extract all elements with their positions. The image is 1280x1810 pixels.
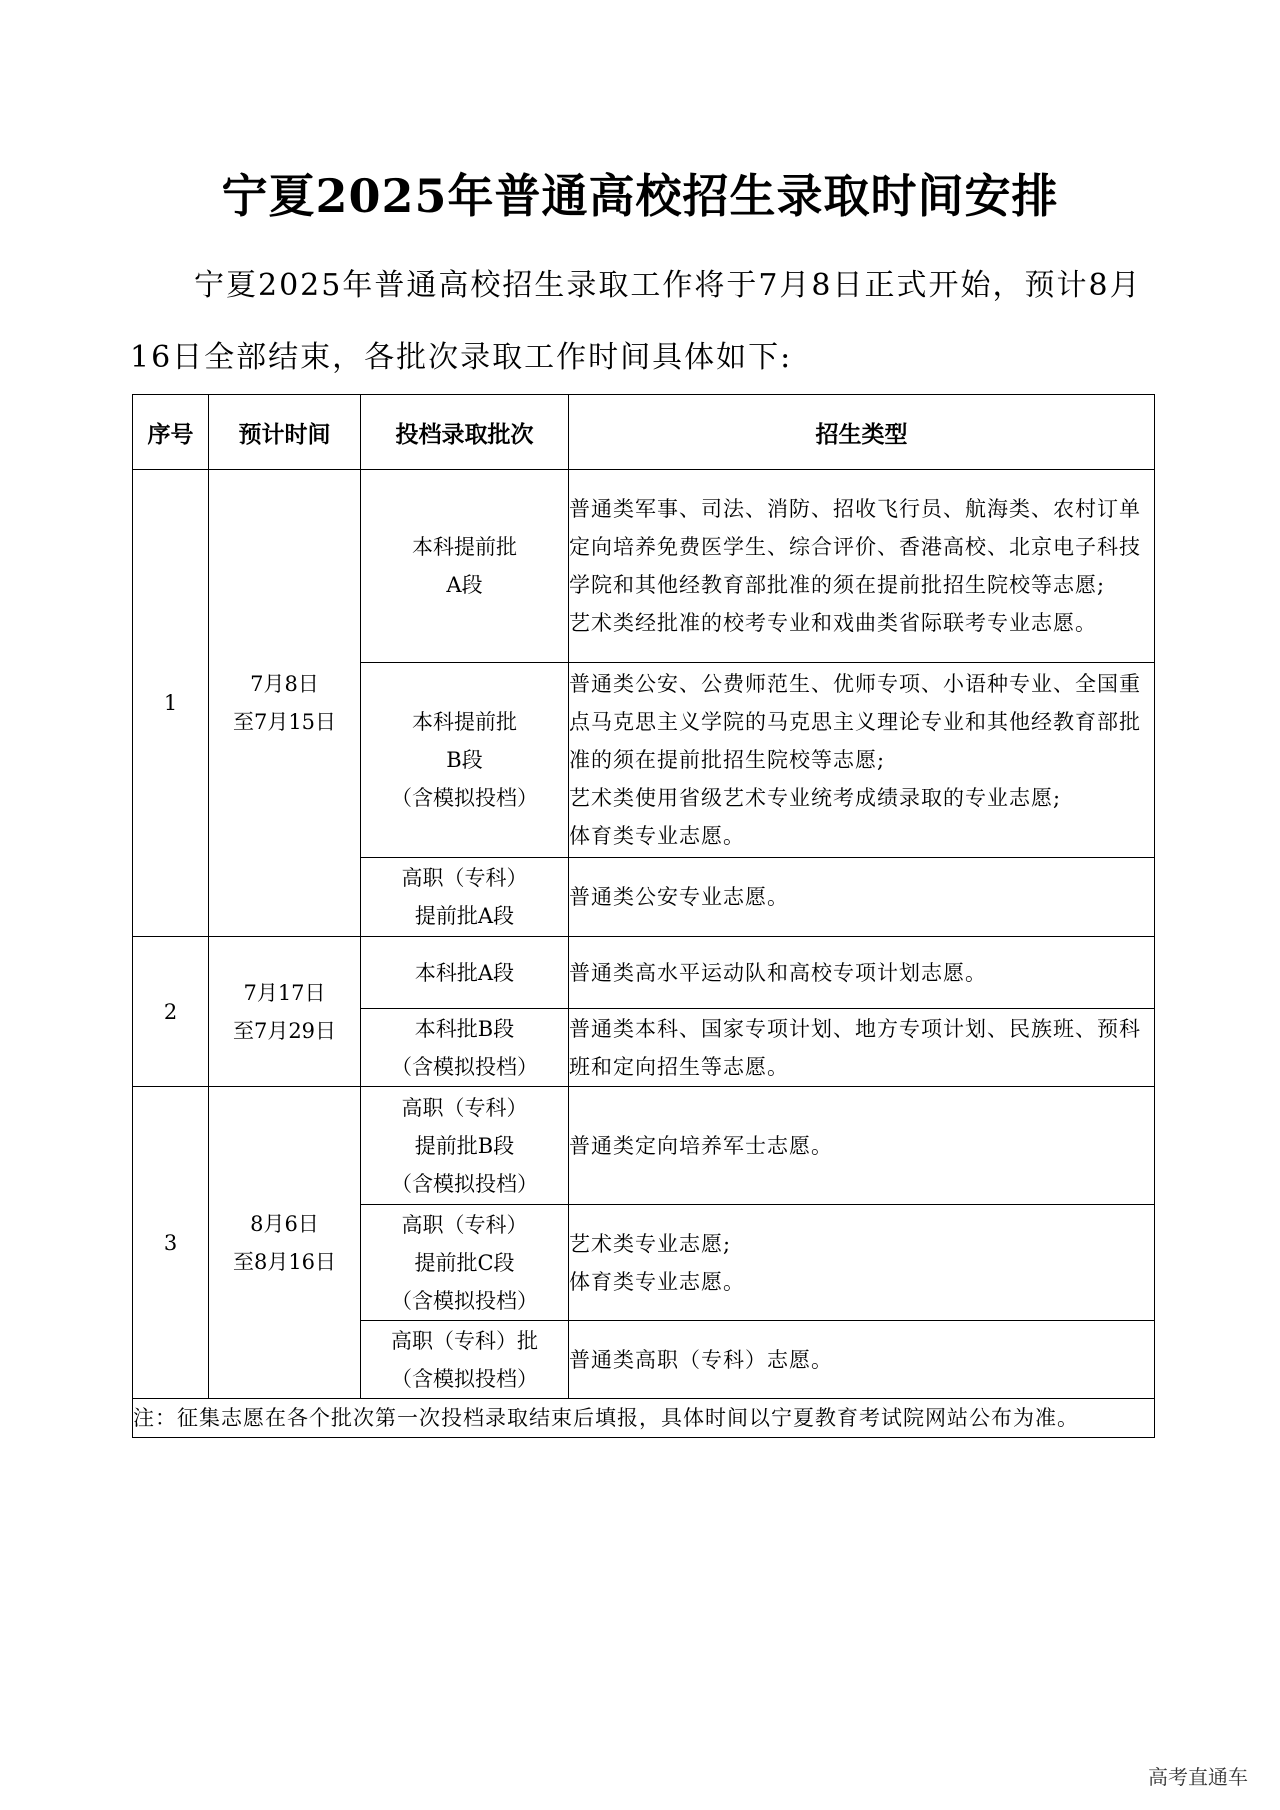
batch-line: 高职（专科） — [401, 1212, 528, 1237]
batch-cell — [361, 663, 569, 858]
types-cell — [569, 1087, 1155, 1205]
batch-line: 提前批C段 — [414, 1250, 515, 1275]
batch-cell — [361, 1087, 569, 1205]
table-row — [133, 937, 1155, 1009]
types-cell — [569, 858, 1155, 937]
batch-line: A段 — [446, 573, 483, 597]
batch-line: B段 — [446, 748, 483, 772]
batch-cell — [361, 1321, 569, 1399]
batch-line: （含模拟投档） — [391, 1288, 538, 1313]
table-row — [133, 1087, 1155, 1205]
type-line: 普通类高水平运动队和高校专项计划志愿。 — [569, 960, 987, 985]
batch-line: 本科提前批 — [412, 710, 517, 734]
batch-cell — [361, 470, 569, 663]
types-cell — [569, 1321, 1155, 1399]
group-time — [209, 1087, 361, 1399]
time-start: 7月8日 — [250, 672, 319, 696]
batch-cell — [361, 937, 569, 1009]
group-time — [209, 937, 361, 1087]
batch-line: （含模拟投档） — [391, 1171, 538, 1196]
batch-line: 本科提前批 — [412, 535, 517, 559]
type-line: 艺术类专业志愿; — [569, 1231, 732, 1256]
types-cell — [569, 470, 1155, 663]
header-time: 预计时间 — [209, 395, 361, 470]
batch-cell — [361, 858, 569, 937]
group-no: 2 — [133, 937, 209, 1087]
type-line: 体育类专业志愿。 — [569, 824, 745, 848]
batch-line: 本科批B段 — [414, 1016, 515, 1041]
header-batch: 投档录取批次 — [361, 395, 569, 470]
type-line: 普通类公安专业志愿。 — [569, 885, 789, 909]
admission-schedule-table — [132, 394, 1155, 1438]
header-no: 序号 — [133, 395, 209, 470]
table-row — [133, 470, 1155, 663]
types-cell — [569, 663, 1155, 858]
group-no: 3 — [133, 1087, 209, 1399]
type-line: 体育类专业志愿。 — [569, 1269, 745, 1294]
time-end: 至7月29日 — [232, 1018, 337, 1043]
batch-line: 高职（专科）批 — [391, 1328, 538, 1353]
batch-line: （含模拟投档） — [391, 786, 538, 810]
group-no: 1 — [133, 470, 209, 937]
batch-line: 高职（专科） — [401, 1095, 528, 1120]
type-line: 普通类本科、国家专项计划、地方专项计划、民族班、预科班和定向招生等志愿。 — [569, 1016, 1141, 1079]
types-cell — [569, 1009, 1155, 1087]
batch-line: 提前批B段 — [414, 1133, 515, 1158]
batch-line: 提前批A段 — [414, 904, 515, 928]
source-watermark: 高考直通车 — [1148, 1765, 1248, 1789]
batch-line: （含模拟投档） — [391, 1366, 538, 1391]
types-cell — [569, 937, 1155, 1009]
type-line: 普通类定向培养军士志愿。 — [569, 1133, 833, 1158]
batch-line: 高职（专科） — [401, 866, 528, 890]
table-note: 注：征集志愿在各个批次第一次投档录取结束后填报，具体时间以宁夏教育考试院网站公布为准。 — [133, 1399, 1155, 1438]
table-note-row — [133, 1399, 1155, 1438]
time-end: 至7月15日 — [232, 710, 337, 734]
time-start: 7月17日 — [243, 980, 326, 1005]
batch-cell — [361, 1009, 569, 1087]
table-header-row — [133, 395, 1155, 470]
intro-paragraph: 宁夏2025年普通高校招生录取工作将于7月8日正式开始，预计8月16日全部结束，各批次录取工作时间具体如下: — [130, 268, 1142, 375]
time-end: 至8月16日 — [232, 1249, 337, 1274]
type-line: 普通类公安、公费师范生、优师专项、小语种专业、全国重点马克思主义学院的马克思主义理论专业和其他经教育部批准的须在提前批招生院校等志愿; — [569, 672, 1141, 772]
page-title: 宁夏2025年普通高校招生录取时间安排 — [221, 169, 1059, 223]
type-line: 普通类高职（专科）志愿。 — [569, 1347, 833, 1372]
batch-line: 本科批A段 — [414, 960, 515, 985]
type-line: 艺术类使用省级艺术专业统考成绩录取的专业志愿; — [569, 786, 1062, 810]
batch-line: （含模拟投档） — [391, 1054, 538, 1079]
header-type: 招生类型 — [569, 395, 1155, 470]
time-start: 8月6日 — [250, 1211, 319, 1236]
type-line: 艺术类经批准的校考专业和戏曲类省际联考专业志愿。 — [569, 611, 1097, 635]
types-cell — [569, 1205, 1155, 1321]
type-line: 普通类军事、司法、消防、招收飞行员、航海类、农村订单定向培养免费医学生、综合评价、香港高校、北京电子科技学院和其他经教育部批准的须在提前批招生院校等志愿; — [569, 497, 1141, 597]
batch-cell — [361, 1205, 569, 1321]
group-time — [209, 470, 361, 937]
